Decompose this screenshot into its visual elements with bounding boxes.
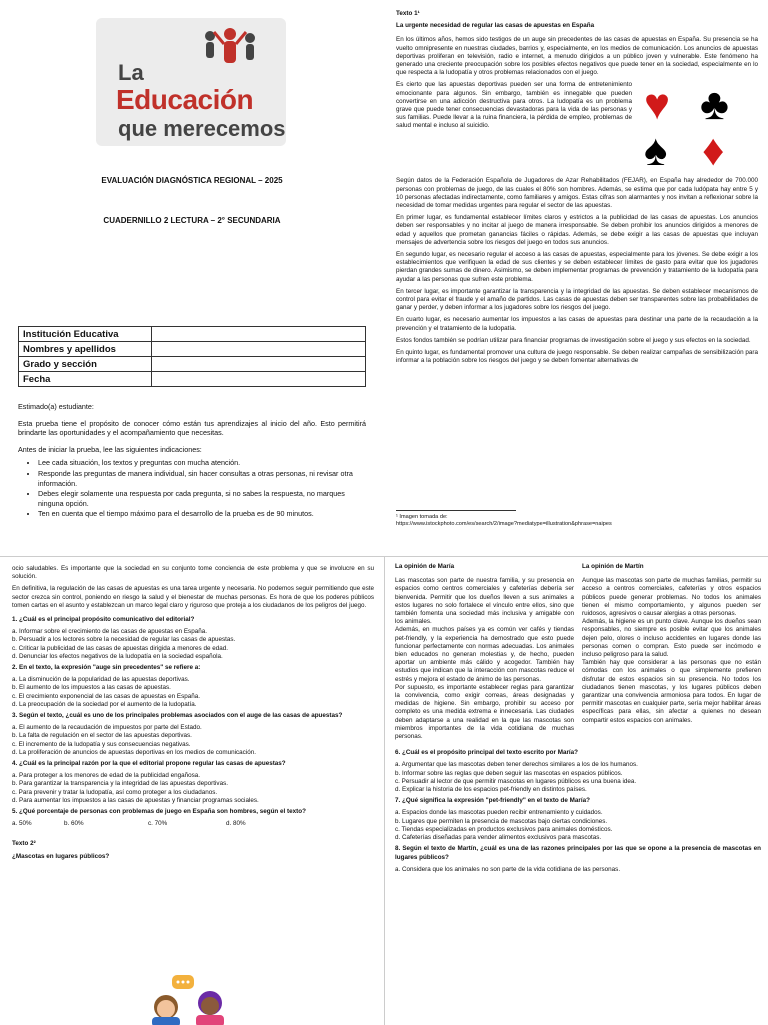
answer-option[interactable]: d. La preocupación de la sociedad por el aumento de la ludopatía. (12, 700, 197, 708)
questions-page (0, 556, 384, 1025)
paragraph: En segundo lugar, es necesario regular el acceso a las casas de apuestas, especialmente para los jóvenes. Se debe exigir a los establecimientos que verifiquen la edad de sus clientes y se deben establecer límites de gasto para evitar que los jugadores pierdan grandes sumas de dinero. Asimismo, se deben implementar programas de prevención y tratamiento de la ludopatía para ayudar a las personas que sufren este problema. (396, 251, 758, 283)
instructions-list (18, 458, 366, 519)
answer-option[interactable]: d. Para aumentar los impuestos a las casas de apuestas y financiar programas sociales. (12, 796, 259, 804)
paragraph: Según datos de la Federación Española de Jugadores de Azar Rehabilitados (FEJAR), en España hay alrededor de 700.000 personas con problemas de juego, de las cuales el 80% son hombres. Además, se estima que por cada ludópata hay entre 5 y 10 personas afectadas indirectamente, como familiares y amigos. Estas cifras son alarmantes y nos invitan a reflexionar sobre la necesidad de tomar medidas urgentes para regular el sector de las apuestas. (396, 177, 758, 210)
paragraph: Aunque las mascotas son parte de muchas familias, permitir su acceso a centros comerciales, cafeterías y otros espacios públicos puede generar problemas. No todos los animales tienen el mismo comportamiento, y algunos pueden ser ruidosos, agresivos o causar alergias a otras personas. (582, 577, 761, 618)
question-stem: 6. ¿Cuál es el propósito principal del texto escrito por María? (395, 749, 578, 757)
opinions-page (384, 556, 768, 1025)
answer-option[interactable]: b. Persuadir a los lectores sobre la necesidad de regular las casas de apuestas. (12, 636, 236, 644)
list-item: • Responde las preguntas de manera individual, sin hacer consultas a otras personas, ni revisar otra información. (38, 469, 366, 488)
answer-option[interactable]: d. La proliferación de anuncios de apuestas deportivas en los medios de comunicación. (12, 748, 256, 756)
paragraph: Por supuesto, es importante establecer reglas para garantizar la convivencia, como exigir correas, áreas designadas y medidas de higiene. Sin embargo, prohibir su acceso por completo es una medida extrema e innecesaria. Las ciudades deben adaptarse a una realidad en la que las mascotas son miembros importantes de la vida cotidiana de muchas personas. (395, 683, 574, 741)
martin-title: La opinión de Martín (582, 563, 644, 570)
list-item: • Ten en cuenta que el tiempo máximo para el desarrollo de la prueba es de 90 minutos. (38, 509, 366, 519)
paragraph: En quinto lugar, es fundamental promover una cultura de juego responsable. Se deben realizar campañas de sensibilización para informar a la población sobre los riesgos del juego y se deben fomentar alternativas de (396, 349, 758, 365)
question (12, 712, 374, 757)
answer-option[interactable]: a. El aumento de la recaudación de impuestos por parte del Estado. (12, 724, 202, 732)
text-title: ¿Mascotas en lugares públicos? (12, 852, 110, 860)
opinions-columns (395, 563, 761, 741)
instructions-heading: Antes de iniciar la prueba, lee las siguientes indicaciones: (18, 444, 202, 454)
answer-option[interactable]: a. 50% (12, 820, 32, 828)
logo-text-merecemos: que merecemos (118, 116, 286, 141)
answer-option[interactable]: b. Informar sobre las reglas que deben seguir las mascotas en espacios públicos. (395, 769, 623, 777)
answer-option[interactable]: d. Cafeterías diseñadas para vender alimentos exclusivos para mascotas. (395, 834, 602, 842)
answer-option[interactable]: b. Para garantizar la transparencia y la integridad de las apuestas deportivas. (12, 780, 228, 788)
text1-page (384, 0, 768, 556)
question-stem: 5. ¿Qué porcentaje de personas con problemas de juego en España son hombres, según el texto? (12, 808, 306, 816)
greeting: Estimado(a) estudiante: (18, 402, 94, 411)
logo (96, 18, 286, 146)
maria-column (395, 563, 574, 741)
question (12, 616, 374, 661)
list-item: • Debes elegir solamente una respuesta por cada pregunta, si no sabes la respuesta, no marques ninguna opción. (38, 489, 366, 508)
answer-option[interactable]: c. 70% (148, 820, 168, 828)
playing-card-suits (638, 81, 758, 177)
info-field[interactable] (152, 342, 366, 357)
footnote-label: ¹ Imagen tomada de: (396, 514, 448, 520)
list-item: • Lee cada situación, los textos y preguntas con mucha atención. (38, 458, 366, 468)
paragraph: Además, la higiene es un punto clave. Aunque los dueños sean responsables, no siempre es posible evitar que los animales dejen pelo, olores o incluso accidentes en lugares donde las personas comen o compran. Esto puede ser incómodo e incluso peligroso para la salud. (582, 618, 761, 659)
paragraph: En primer lugar, es fundamental establecer límites claros y estrictos a la publicidad de las casas de apuestas. Los anuncios deben ser responsables y no incitar al juego de manera irresponsable. Se deben prohibir los anuncios dirigidos a menores de edad y aquellos que prometan ganancias fáciles o rápidas. Además, se debe exigir a las casas de apuestas que incluyan mensajes de advertencia sobre los riesgos del juego en todos sus anuncios. (396, 214, 758, 246)
paragraph: Además, en muchos países ya es común ver cafés y tiendas pet-friendly, y la experiencia ha demostrado que esto puede funcionar perfectamente con normas adecuadas. Los animales bien educados no generan molestias y, de hecho, pueden aportar un ambiente más cálido y acogedor. También hay estudios que indican que la interacción con mascotas reduce el estrés y mejora el estado de ánimo de las personas. (395, 626, 574, 683)
text-label: Texto 2² (12, 840, 36, 848)
booklet-title: CUADERNILLO 2 LECTURA – 2° SECUNDARIA (103, 216, 281, 225)
answer-option[interactable]: b. 60% (64, 820, 84, 828)
paragraph: Las mascotas son parte de nuestra familia, y su presencia en espacios como centros comerciales y cafeterías debería ser bienvenida. Permitir que los dueños lleven a sus animales a estos lugares no solo fortalece el vínculo entre ellos, sino que también fomenta una sociedad más inclusiva y amigable con los animales. (395, 577, 574, 626)
paragraph: También hay que considerar a las personas que no están cómodas con los animales o que simplemente prefieren disfrutar de estos espacios sin su presencia. No todos los ciudadanos tienen mascotas, y los lugares públicos deben garantizar una convivencia armoniosa para todos. En lugar de permitir mascotas en cualquier parte, sería mejor habilitar áreas específicas para ellas, sin afectar a quienes no desean compartir estos espacios con animales. (582, 659, 761, 724)
paragraph: En tercer lugar, es importante garantizar la transparencia y la integridad de las apuestas. Se deben establecer mecanismos de control para evitar el fraude y el amaño de partidos. Las casas de apuestas deben ser transparentes sobre las probabilidades de ganar y perder, y deben informar a los jugadores sobre los riesgos del juego. (396, 287, 758, 312)
club-icon: ♣ (700, 80, 729, 130)
question-stem: 8. Según el texto de Martín, ¿cuál es una de las razones principales por las que se opone a la presencia de mascotas en lugares públicos? (395, 845, 761, 861)
paragraph: En cuarto lugar, es necesario aumentar los impuestos a las casas de apuestas para destinar una parte de la recaudación a la prevención y el tratamiento de la ludopatía. (396, 316, 758, 332)
question (12, 808, 374, 828)
paragraph: ocio saludables. Es importante que la sociedad en su conjunto tome conciencia de este problema y que se involucre en su solución. (12, 565, 374, 581)
info-field[interactable] (152, 327, 366, 342)
info-label: Institución Educativa (19, 327, 152, 342)
answer-option[interactable]: b. La falta de regulación en el sector de las apuestas deportivas. (12, 732, 192, 740)
paragraph: En los últimos años, hemos sido testigos de un auge sin precedentes de las casas de apuestas en España. Su presencia se ha vuelto omnipresente en nuestras ciudades, barrios y, especialmente, en los medios de comunicación. Los anuncios de apuestas deportivas proliferan en televisión, radio e internet, a menudo dirigidos a un público joven y vulnerable. Este fenómeno ha generado una creciente preocupación sobre los posibles efectos negativos que puede tener en la sociedad, especialmente en lo que respecta a la ludopatía y otros problemas relacionados con el juego. (396, 36, 758, 77)
question (395, 797, 761, 842)
question (395, 749, 761, 794)
footnote-link[interactable]: https://www.istockphoto.com/es/search/2/image?mediatype=illustration&phrase=naipes (396, 521, 612, 528)
question-stem: 1. ¿Cuál es el principal propósito comunicativo del editorial? (12, 616, 195, 624)
logo-text-la: La (118, 60, 144, 85)
maria-title: La opinión de María (395, 563, 455, 570)
spade-icon: ♠ (644, 126, 668, 176)
intro-paragraph: Esta prueba tiene el propósito de conocer cómo están tus aprendizajes al inicio del año. Esto permitirá brindarte las oportunidades y el acompañamiento que necesitas. (18, 418, 366, 438)
question-stem: 2. En el texto, la expresión "auge sin precedentes" se refiere a: (12, 664, 201, 672)
answer-option[interactable]: c. El incremento de la ludopatía y sus consecuencias negativas. (12, 740, 191, 748)
question (12, 664, 374, 709)
answer-option[interactable]: a. La disminución de la popularidad de las apuestas deportivas. (12, 676, 190, 684)
info-label: Nombres y apellidos (19, 342, 152, 357)
answer-option[interactable]: a. Considera que los animales no son parte de la vida cotidiana de las personas. (395, 865, 621, 873)
info-label: Fecha (19, 372, 152, 387)
heart-icon: ♥ (644, 80, 671, 130)
martin-column (582, 563, 761, 741)
info-field[interactable] (152, 372, 366, 387)
logo-figures-icon (200, 28, 260, 72)
student-info-table (18, 326, 366, 387)
info-field[interactable] (152, 357, 366, 372)
text-title: La urgente necesidad de regular las casas de apuestas en España (396, 22, 595, 30)
cover-page (0, 0, 384, 556)
answer-option[interactable]: d. Explicar la historia de los espacios pet-friendly en distintos países. (395, 786, 587, 794)
answer-option[interactable]: c. Criticar la publicidad de las casas de apuestas dirigida a menores de edad. (12, 644, 228, 652)
logo-text-educacion: Educación (116, 84, 254, 115)
answer-option[interactable]: d. 80% (226, 820, 246, 828)
question-stem: 3. Según el texto, ¿cuál es uno de los principales problemas asociados con el auge de las casas de apuestas? (12, 712, 343, 720)
answer-option[interactable]: b. Lugares que permiten la presencia de mascotas bajo ciertas condiciones. (395, 817, 608, 825)
answer-option[interactable]: a. Informar sobre el crecimiento de las casas de apuestas en España. (12, 628, 207, 636)
answer-option[interactable]: c. Para prevenir y tratar la ludopatía, así como proteger a los ciudadanos. (12, 788, 218, 796)
paragraph: En definitiva, la regulación de las casas de apuestas es una tarea urgente y necesaria. No podemos seguir permitiendo que este sector crezca sin control, poniendo en riesgo la salud y el bienestar de muchas personas. Es hora de que los poderes públicos tomen cartas en el asunto y establezcan un marco legal claro y riguroso que proteja a los ciudadanos de los peligros del juego. (12, 585, 374, 609)
instructions (18, 402, 366, 520)
answer-option[interactable]: a. Para proteger a los menores de edad de la publicidad engañosa. (12, 772, 200, 780)
question (395, 845, 761, 874)
paragraph: Es cierto que las apuestas deportivas pueden ser una forma de entretenimiento emocionante para algunos. Sin embargo, también es innegable que pueden convertirse en una adicción destructiva para otros. La ludopatía es un problema grave que puede tener consecuencias devastadoras para la vida de las personas y sus familias. Puede llevar a la ruina financiera, la pérdida de empleo, problemas de salud mental e incluso al suicidio. (396, 81, 632, 130)
info-label: Grado y sección (19, 357, 152, 372)
diamond-icon: ♦ (702, 126, 725, 176)
answer-option[interactable]: a. Espacios donde las mascotas pueden recibir entrenamiento y cuidados. (395, 809, 603, 817)
answer-option[interactable]: c. Tiendas especializadas en productos exclusivos para animales domésticos. (395, 825, 613, 833)
footnote-divider (396, 510, 516, 511)
exam-title: EVALUACIÓN DIAGNÓSTICA REGIONAL – 2025 (101, 176, 283, 185)
question (12, 760, 374, 805)
answer-option[interactable]: a. Argumentar que las mascotas deben tener derechos similares a los de los humanos. (395, 761, 638, 769)
answer-option[interactable]: d. Denunciar los efectos negativos de la ludopatía en la sociedad española. (12, 652, 223, 660)
text-label: Texto 1¹ (396, 10, 420, 17)
footnote (396, 514, 758, 529)
question-stem: 4. ¿Cuál es la principal razón por la que el editorial propone regular las casas de apuestas? (12, 760, 286, 768)
answer-option[interactable]: c. Persuadir al lector de que permitir mascotas en lugares públicos es una buena idea. (395, 777, 637, 785)
answer-option[interactable]: b. El aumento de los impuestos a las casas de apuestas. (12, 684, 171, 692)
people-talking-illustration-icon (138, 973, 248, 1025)
question-stem: 7. ¿Qué significa la expresión "pet-friendly" en el texto de María? (395, 797, 590, 805)
paragraph: Estos fondos también se podrían utilizar para financiar programas de investigación sobre el juego y sus efectos en la sociedad. (396, 336, 751, 344)
answer-option[interactable]: c. El crecimiento exponencial de las casas de apuestas en España. (12, 692, 200, 700)
